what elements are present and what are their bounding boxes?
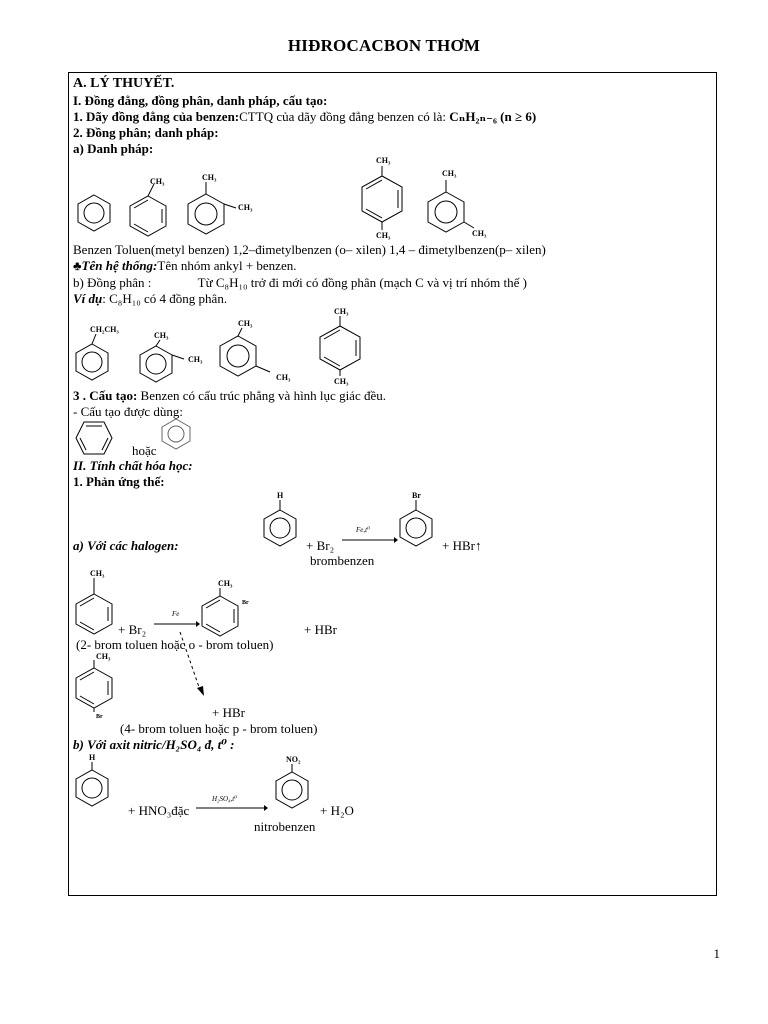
homolog-line [73, 109, 536, 124]
section-a-heading: A. LÝ THUYẾT. [73, 76, 175, 91]
methyl-label: CH₃ [376, 231, 391, 240]
bromobenzene-name: brombenzen [310, 553, 375, 568]
ethyl-label: CH₂CH₃ [90, 325, 119, 334]
homolog-lead: 1. Dãy đồng đẳng của benzen: [73, 109, 240, 124]
methyl-label: CH₃ [334, 377, 349, 386]
or-word: hoặc [132, 443, 157, 458]
bromine-label: Br [412, 491, 421, 500]
methyl-label: CH₃ [238, 319, 253, 328]
o-bromotoluene-product-icon [198, 576, 262, 640]
halogen-heading: a) Với các halogen: [73, 538, 179, 553]
nitro-label: NO₂ [286, 755, 301, 764]
catalyst-fe-t: Fe,t⁰ [356, 526, 370, 534]
reaction-arrow-icon [196, 802, 268, 814]
methyl-label: CH₃ [472, 229, 487, 238]
p-bromotoluene-product-icon [72, 652, 118, 722]
methyl-label: CH₃ [376, 156, 391, 165]
isomer-line [73, 275, 527, 290]
homolog-formula: CₙH₂ₙ₋₆ (n ≥ 6) [449, 109, 537, 124]
br2-reagent-2: + Br₂ [118, 622, 147, 637]
benzene-h-nitration-icon [74, 752, 114, 810]
system-name-line [73, 258, 296, 273]
section-1-heading: I. Đồng đẳng, đồng phân, danh pháp, cấu tạo: [73, 93, 328, 108]
bromine-label: Br [96, 714, 103, 720]
example-text: : C₈H₁₀ có 4 đồng phân. [102, 291, 228, 306]
bromobenzene-product-icon [398, 490, 438, 552]
benzene-h-reactant-icon [262, 490, 302, 552]
methyl-label: CH₃ [442, 169, 457, 178]
hydrogen-label: H [277, 491, 284, 500]
hbr-product-2: + HBr [212, 705, 245, 720]
methyl-label: CH₃ [218, 579, 233, 588]
toluene-structure-icon [128, 176, 188, 238]
para-product-name: (4- brom toluen hoặc p - brom toluen) [120, 721, 318, 736]
hbr-product: + HBr [304, 622, 337, 637]
p-xylene-structure-icon [354, 154, 414, 242]
page-title: HIĐROCACBON THƠM [287, 36, 481, 55]
reaction-arrow-icon [154, 618, 200, 630]
m-xylene-structure-icon [424, 168, 496, 240]
bromine-label: Br [242, 600, 249, 606]
hydrogen-label: H [89, 753, 96, 762]
section-2-heading: II. Tính chất hóa học: [73, 458, 193, 473]
hbr-gas-product: + HBr↑ [442, 538, 482, 553]
example-line [73, 291, 227, 306]
compound-names: Benzen Toluen(metyl benzen) 1,2–đimetylbenzen (o– xilen) 1,4 – đimetylbenzen(p– xilen) [73, 242, 546, 257]
structure-line [73, 388, 386, 403]
hno3-reagent: + HNO₃đặc [128, 803, 190, 818]
system-name-text: Tên nhóm ankyl + benzen. [157, 258, 297, 273]
p-xylene-isomer-icon [310, 306, 370, 388]
nitrobenzene-name: nitrobenzen [254, 819, 316, 834]
isomer-nomenclature-heading: 2. Đồng phân; danh pháp: [73, 125, 219, 140]
benzene-structure-icon [76, 193, 112, 233]
ethylbenzene-structure-icon [74, 322, 134, 384]
o-xylene-structure-icon [184, 170, 264, 240]
kekule-benzene-icon [74, 420, 114, 456]
methyl-label: CH₃ [276, 373, 291, 382]
system-name-lead: ♣Tên hệ thống: [73, 258, 158, 273]
ortho-product-name: (2- brom toluen hoặc o - brom toluen) [76, 637, 274, 652]
methyl-label: CH₃ [202, 173, 217, 182]
structure-used: - Cấu tạo được dùng: [73, 404, 183, 419]
aromatic-benzene-icon [160, 418, 192, 450]
isomer-text: Từ C₈H₁₀ trở đi mới có đồng phân (mạch C và vị trí nhóm thế ) [197, 275, 527, 290]
methyl-label: CH₃ [334, 307, 349, 316]
toluene-reactant-icon [72, 568, 116, 640]
br2-reagent: + Br₂ [306, 538, 335, 553]
structure-lead: 3 . Cấu tạo: [73, 388, 138, 403]
catalyst-h2so4: H₂SO₄,t⁰ [212, 795, 237, 803]
substitution-heading: 1. Phản ứng thế: [73, 474, 165, 489]
homolog-text: CTTQ của dãy đồng đẳng benzen có là: [239, 109, 450, 124]
nomenclature-heading: a) Danh pháp: [73, 141, 154, 156]
methyl-label: CH₃ [238, 203, 253, 212]
page-number: 1 [713, 946, 720, 961]
example-lead: Ví dụ [73, 291, 103, 306]
structure-text: Benzen có cấu trúc phẳng và hình lục giác đều. [137, 388, 386, 403]
methyl-label: CH₃ [96, 652, 111, 661]
methyl-label: CH₃ [188, 355, 203, 364]
catalyst-fe: Fe [172, 610, 180, 618]
h2o-product: + H₂O [320, 803, 354, 818]
nitration-heading: b) Với axit nitric/H₂SO₄ đ, t⁰ : [73, 737, 235, 752]
methyl-label: CH₃ [150, 177, 165, 186]
isomer-lead: b) Đồng phân : [73, 275, 152, 290]
methyl-label: CH₃ [154, 331, 169, 340]
nitrobenzene-product-icon [272, 754, 316, 812]
m-xylene-isomer-icon [216, 318, 300, 388]
methyl-label: CH₃ [90, 569, 105, 578]
o-xylene-isomer-icon [138, 330, 208, 386]
reaction-arrow-icon [342, 534, 398, 546]
